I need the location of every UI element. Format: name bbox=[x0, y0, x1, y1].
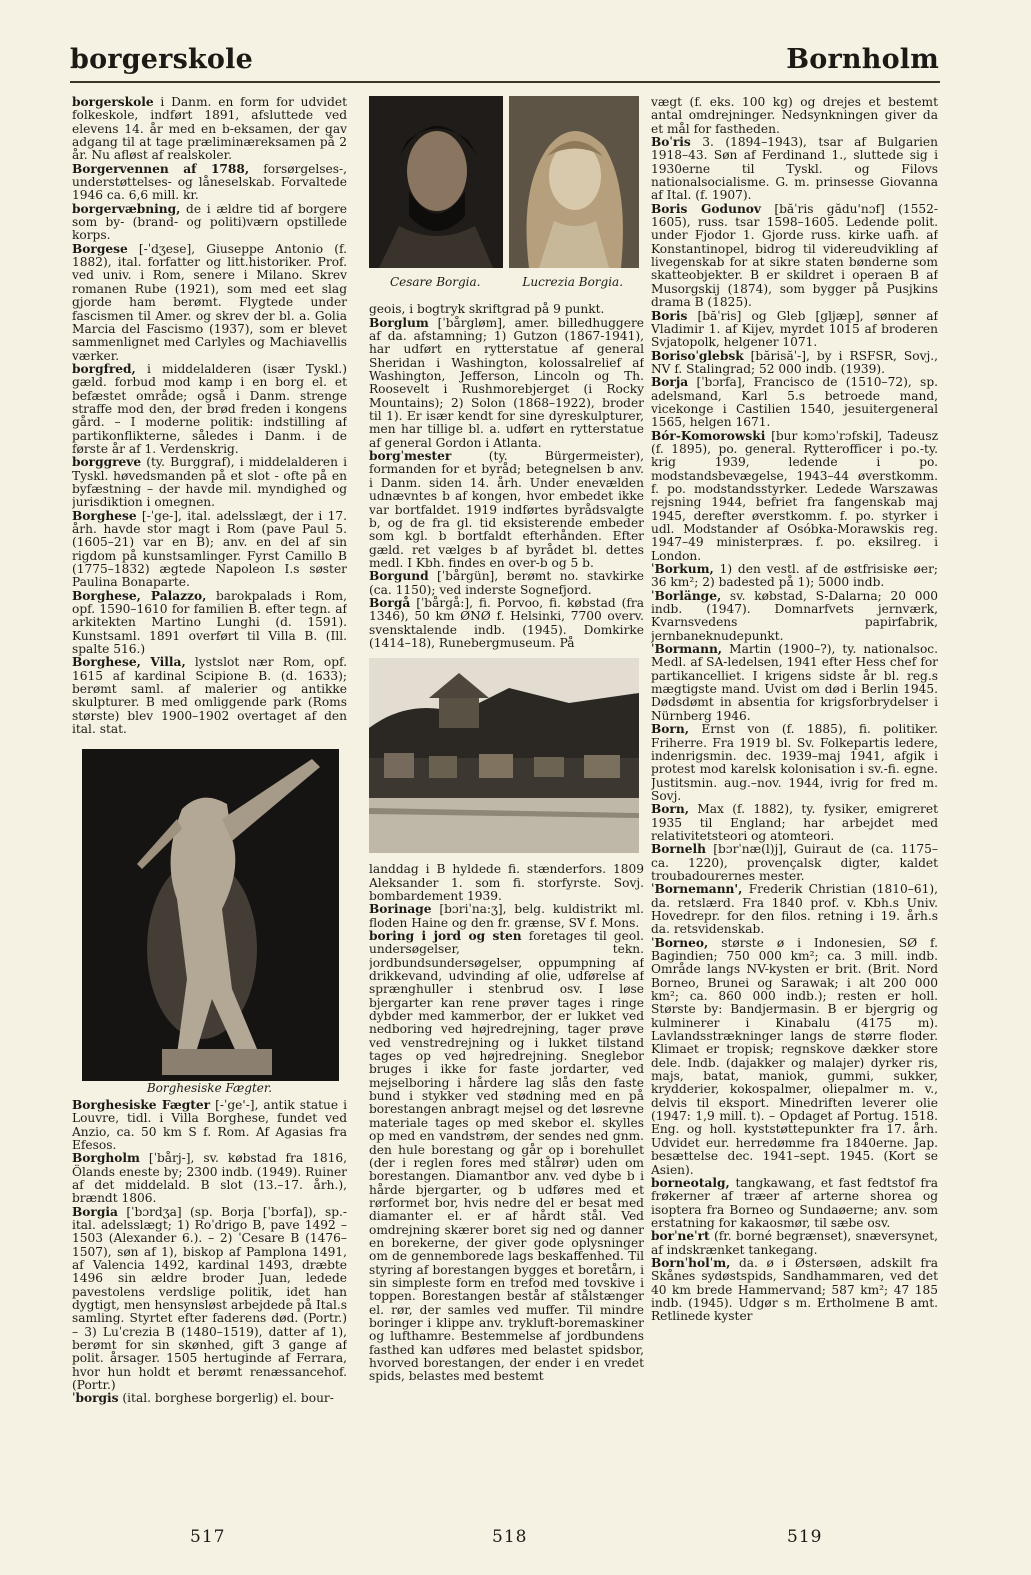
dictionary-entry bbox=[651, 376, 938, 429]
entry-text: (ital. borghese borgerlig) el. bour- bbox=[118, 1391, 334, 1406]
dictionary-entry bbox=[369, 930, 644, 1384]
entry-headword: borgerskole bbox=[72, 96, 154, 109]
entry-headword: Boˈris bbox=[651, 135, 691, 150]
entry-headword: Borgese bbox=[72, 241, 128, 256]
entry-headword: Borinage bbox=[369, 902, 432, 917]
dictionary-entry bbox=[369, 303, 644, 316]
entry-text: [bărisăˈ-], by i RSFSR, Sovj., NV f. Stalingrad; 52 000 indb. (1939). bbox=[651, 348, 938, 376]
entries-col1-bottom bbox=[72, 1099, 347, 1406]
column-517 bbox=[72, 96, 347, 1536]
portrait-captions bbox=[369, 276, 644, 289]
entry-text: lystslot nær Rom, opf. 1615 af kardinal Scipione B. (d. 1633); berømt saml. af malerier og antikke skulpturer. B med omliggende park (Roms største) blev 1900–1902 overtaget af den ital. stat. bbox=[72, 655, 347, 737]
portrait-cesare bbox=[369, 96, 503, 268]
entry-text: [ˈbɔrfa], Francisco de (1510–72), sp. adelsmand, Karl 5.s betroede mand, vicekonge i Castilien 1540, jesuitergeneral 1565, helgen 1671. bbox=[651, 375, 938, 430]
statue-photo bbox=[82, 749, 339, 1081]
dictionary-entry bbox=[651, 563, 938, 590]
entry-text: største ø i Indonesien, SØ f. Bagindien; 750 000 km²; ca. 3 mill. indb. Område langs NV-kysten er brit. (Brit. Nord Borneo, Brunei og Sarawak; i alt 200 000 km²; ca. 860 000 indb.); resten er holl. Største by: Bandjermasin. B er bjergrig og kulminerer i Kinabalu (4175 m). Lavlandsstrækninger langs de større floder. Klimaet er tropisk; regnskove dækker store dele. Indb. (dajakker og malajer) dyrker ris, majs, batat, maniok, gummi, sukker, krydderier, kokospalmer, oliepalmer m. v., delvis til eksport. Minedriften leverer olie (1947: 1,9 mill. t). – Opdaget af Portug. 1518. Eng. og holl. kyststøttepunkter fra 17. årh. Udvidet eur. herredømme fra 1840erne. Jap. besættelse dec. 1941–sept. 1945. (Kort se Asien). bbox=[651, 935, 938, 1177]
entry-text: geois, i bogtryk skriftgrad på 9 punkt. bbox=[369, 302, 605, 317]
entry-headword: boring i jord og sten bbox=[369, 929, 522, 943]
entry-text: (ty. Bürgermeister), formanden for et byråd; betegnelsen b anv. i Danm. siden 14. årh. Under enevælden udnævntes b af kongen, hvor embedet ikke var bortfaldet. 1919 indførtes byrådsvalgte b, og de fra gl. tid eksisterende embeder som kgl. b bortfaldt efterhånden. Efter gæld. ret vælges b af byrådet bl. dettes medl. I Kbh. findes en over-b og 5 b. bbox=[369, 449, 644, 570]
entry-headword: Boris Godunov bbox=[651, 201, 762, 216]
lucrezia-caption: Lucrezia Borgia. bbox=[522, 275, 624, 289]
dictionary-entry bbox=[72, 96, 347, 163]
dictionary-entry bbox=[651, 430, 938, 563]
page-number-517: 517 bbox=[190, 1527, 226, 1547]
entry-headword: borneotalg, bbox=[651, 1175, 730, 1190]
dictionary-entry bbox=[72, 1099, 347, 1152]
dictionary-entry bbox=[369, 903, 644, 930]
entry-text: 1) den vestl. af de østfrisiske øer; 36 km²; 2) badested på 1); 5000 indb. bbox=[651, 562, 938, 590]
entry-text: 3. (1894–1943), tsar af Bulgarien 1918–43. Søn af Ferdinand 1., sluttede sig i 1930erne til Tyskl. og Filovs nationalsocialisme. G. m. prinsesse Giovanna af Ital. (f. 1907). bbox=[651, 135, 938, 203]
entry-headword: Born, bbox=[651, 802, 689, 817]
dictionary-entry bbox=[369, 570, 644, 597]
statue-image bbox=[82, 749, 339, 1081]
dictionary-entry bbox=[72, 590, 347, 657]
entry-text: vægt (f. eks. 100 kg) og drejes et bestemt antal omdrejninger. Nedsynkningen giver da et mål for fastheden. bbox=[651, 96, 938, 136]
dictionary-entry bbox=[72, 1206, 347, 1393]
column-518 bbox=[369, 96, 644, 1536]
entry-text: [ˈbårgløm], amer. billedhuggere af da. afstamning; 1) Gutzon (1867-1941), har udført en rytterstatue af general Sheridan i Washington, kolossalrelief af Washington, Jefferson, Lincoln og Th. Roosevelt i Rushmorebjerget (i Rocky Mountains); 2) Solon (1868–1922), broder til 1). Er især kendt for sine dyreskulpturer, men har tillige bl. a. udført en rytterstatue af general Gordon i Atlanta. bbox=[369, 315, 644, 450]
dictionary-entry bbox=[651, 136, 938, 203]
entry-text: de i ældre tid af borgere som by- (brand- og politi)værn opstillede korps. bbox=[72, 201, 347, 243]
entry-headword: Borghese bbox=[72, 508, 137, 523]
portrait-lucrezia bbox=[509, 96, 639, 268]
entry-headword: Borglum bbox=[369, 315, 429, 330]
entry-headword: Bór-Komorowski bbox=[651, 428, 766, 443]
entry-headword: Born, bbox=[651, 722, 689, 737]
entry-text: Frederik Christian (1810–61), da. retslærd. Fra 1840 prof. v. Kbh.s Univ. Hovedrepr. for den filos. retning i 19. årh.s da. retsvidenskab. bbox=[651, 882, 938, 937]
entries-col3 bbox=[651, 96, 938, 1324]
dictionary-entry bbox=[369, 863, 644, 903]
entry-text: Martin (1900–?), ty. nationalsoc. Medl. af SA-ledelsen, 1941 efter Hess chef for partikancelliet. I krigens sidste år bl. reg.s mægtigste mand. Uvist om død i Berlin 1945. Dødsdømt in absentia for krigsforbrydelser i Nürnberg 1946. bbox=[651, 642, 938, 723]
dictionary-entry bbox=[72, 656, 347, 736]
dictionary-entry bbox=[651, 203, 938, 310]
entry-text: [ˈbårj-], sv. købstad fra 1816, Ölands eneste by; 2300 indb. (1949). Ruiner af det middelald. B slot (13.–17. årh.), brændt 1806. bbox=[72, 1151, 347, 1206]
entry-text: [-ˈge-], ital. adelsslægt, der i 17. årh. havde stor magt i Rom (pave Paul 5. (1605–21) var en B); anv. en del af sin rigdom på kunstsamlinger. Fyrst Camillo B (1775–1832) ægtede Napoleon I.s søster Paulina Bonaparte. bbox=[72, 508, 347, 590]
entry-headword: ˈBorkum, bbox=[651, 562, 714, 577]
entry-text: tangkawang, et fast fedtstof fra frøkerner af træer af arterne shorea og isoptera fra Borneo og Sundaøerne; anv. som erstatning for kakaosmør, til sæbe osv. bbox=[651, 1175, 938, 1230]
running-head-right: Bornholm bbox=[786, 44, 939, 75]
dictionary-entry bbox=[72, 1152, 347, 1205]
entry-text: [băˈris gădu'nɔf] (1552-1605), russ. tsar 1598–1605. Ledende polit. under Fjodor 1. Gjorde russ. kirke uafh. af Konstantinopel, bidrog til videreudvikling af livegenskab for at sikre staten bønderne som skatteobjekter. B er skildret i operaen B af Musorgskij (1874), som bygger på Pusjkins drama B (1825). bbox=[651, 201, 938, 310]
entry-text: [bur kɔmɔˈrɔfski], Tadeusz (f. 1895), po. general. Rytterofficer i po.-ty. krig 1939, ledende i po. modstandsbevægelse, 1943–44 øverstkomm. f. po. modstandsstyrker. Ledede Warszawas rejsning 1944, befriet fra fangenskab maj 1945, derefter øverstkomm. f. po. styrker i udl. Modstander af Osóbka-Morawskis reg. 1947–49 ministerpræs. f. po. eksilreg. i London. bbox=[651, 428, 938, 563]
entry-text: da. ø i Østersøen, adskilt fra Skånes sydøstspids, Sandhammaren, ved det 40 km brede Hammervand; 587 km²; 47 185 indb. (1945). Udgør s m. Ertholmene B amt. Retlinede kyster bbox=[651, 1255, 938, 1324]
entry-text: [-ˈge'-], antik statue i Louvre, tidl. i Villa Borghese, fundet ved Anzio, ca. 50 km S f. Rom. Af Agasias fra Efesos. bbox=[72, 1097, 347, 1152]
dictionary-entry bbox=[72, 510, 347, 590]
entry-headword: borggreve bbox=[72, 455, 142, 470]
running-head-left: borgerskole bbox=[70, 44, 253, 75]
dictionary-entry bbox=[651, 96, 938, 136]
dictionary-entry bbox=[369, 450, 644, 570]
lucrezia-image bbox=[509, 96, 639, 268]
dictionary-entry bbox=[651, 1230, 938, 1257]
entry-headword: Borgia bbox=[72, 1204, 118, 1219]
page-number-518: 518 bbox=[492, 1527, 528, 1547]
entry-headword: Borgervennen af 1788, bbox=[72, 161, 250, 176]
dictionary-entry bbox=[651, 1257, 938, 1324]
entry-headword: ˈborgis bbox=[72, 1391, 119, 1406]
dictionary-entry bbox=[651, 590, 938, 643]
cesare-caption: Cesare Borgia. bbox=[389, 275, 481, 289]
entry-headword: Bornelh bbox=[651, 842, 706, 857]
entry-text: (ty. Burggraf), i middelalderen i Tyskl. høvedsmanden på et slot - ofte på en byfæstning – der havde mil. myndighed og jurisdiktion i omegnen. bbox=[72, 455, 347, 510]
dictionary-entry bbox=[72, 363, 347, 456]
statue-caption: Borghesiske Fægter. bbox=[146, 1080, 273, 1095]
dictionary-entry bbox=[369, 317, 644, 450]
entry-headword: Borghese, Palazzo, bbox=[72, 588, 207, 603]
entry-headword: Borgholm bbox=[72, 1151, 140, 1166]
entry-text: sv. købstad, S-Dalarna; 20 000 indb. (1947). Domnarfvets jernværk, Kvarnsvedens papirfabrik, jernbaneknudepunkt. bbox=[651, 588, 938, 643]
dictionary-entry bbox=[72, 203, 347, 243]
entry-headword: Borgå bbox=[369, 595, 411, 610]
entry-headword: ˈBornemann', bbox=[651, 882, 743, 897]
entry-headword: Borgund bbox=[369, 569, 429, 584]
dictionary-entry bbox=[651, 350, 938, 377]
entry-text: [bɔriˈna:ʒ], belg. kuldistrikt ml. floden Haine og den fr. grænse, SV f. Mons. bbox=[369, 902, 644, 930]
entry-headword: Borghesiske Fægter bbox=[72, 1097, 211, 1112]
entry-text: [ˈbɔrdʒa] (sp. Borja [ˈbɔrfa]), sp.-ital. adelsslægt; 1) Roˈdrigo B, pave 1492 –1503 (Alexander 6.). – 2) ˈCesare B (1476–1507), søn af 1), biskop af Pamplona 1491, af Valencia 1492, kardinal 1493, dræbte 1496 sin ældre broder Juan, ledede pavestolens verdslige politik, idet han dygtigt, men hensynsløst arbejdede på Ital.s samling. Styrtet efter faderens død. (Portr.) – 3) Luˈcrezia B (1480–1519), datter af 1), berømt for sin skønhed, gift 3 gange af polit. årsager. 1505 hertuginde af Ferrara, hvor hun holdt et berømt renæssancehof. (Portr.) bbox=[72, 1204, 347, 1393]
entry-headword: Boris bbox=[651, 308, 688, 323]
entry-headword: Borja bbox=[651, 375, 689, 390]
entry-headword: borgfred, bbox=[72, 361, 136, 376]
entries-col2-bottom bbox=[369, 863, 644, 1383]
entry-headword: ˈBorneo, bbox=[651, 935, 709, 950]
entry-text: i Danm. en form for udvidet folkeskole, indført 1891, afsluttede ved elevens 14. år med en b-eksamen, der gav adgang til at tage præliminæreksamen på 2 år. Nu afløst af realskoler. bbox=[72, 96, 347, 163]
entry-headword: Bornˈholˈm, bbox=[651, 1255, 731, 1270]
entry-text: Ernst von (f. 1885), fi. politiker. Friherre. Fra 1919 bl. Sv. Folkepartis ledere, indenrigsmin. dec. 1939–maj 1941, afgik i protest mod karelsk kolonisation i sv.-fi. egne. Justitsmin. aug.–nov. 1944, ivrig for fred m. Sovj. bbox=[651, 722, 938, 803]
dictionary-entry bbox=[651, 723, 938, 803]
entry-text: barokpalads i Rom, opf. 1590–1610 for familien B. efter tegn. af arkitekten Martino Lunghi (d. 1591). Kunstsaml. 1891 overført til Villa B. (Ill. spalte 516.) bbox=[72, 588, 347, 657]
entry-text: (fr. borné begrænset), snæversynet, af indskrænket tankegang. bbox=[651, 1229, 938, 1257]
entry-text: [bɔrˈnæ(l)j], Guiraut de (ca. 1175–ca. 1220), provençalsk digter, kaldet troubadourernes mester. bbox=[651, 842, 938, 883]
entry-headword: borˈneˈrt bbox=[651, 1229, 710, 1244]
entry-headword: ˈBormann, bbox=[651, 642, 723, 657]
portraits bbox=[369, 96, 644, 268]
page-number-519: 519 bbox=[787, 1527, 823, 1547]
dictionary-entry bbox=[651, 883, 938, 936]
column-519 bbox=[651, 96, 938, 1536]
entry-text: [băˈris] og Gleb [gljæp], sønner af Vladimir 1. af Kijev, myrdet 1015 af broderen Svjatopolk, helgener 1071. bbox=[651, 308, 938, 350]
dictionary-entry bbox=[72, 163, 347, 203]
borga-photo bbox=[369, 658, 639, 853]
dictionary-entry bbox=[369, 597, 644, 650]
dictionary-entry bbox=[72, 1392, 347, 1405]
dictionary-entry bbox=[651, 843, 938, 883]
entry-text: landdag i B hyldede fi. stænderfors. 1809 Aleksander 1. som fi. storfyrste. Sovj. bombardement 1939. bbox=[369, 862, 644, 903]
entry-text: i middelalderen (især Tyskl.) gæld. forbud mod kamp i en borg el. et befæstet område; også i Danm. strenge straffe mod den, der brød freden i kongens gård. – I moderne politik: indstilling af partikonflikterne, således i Danm. i de første år af 1. Verdenskrig. bbox=[72, 361, 347, 456]
entry-headword: borgˈmester bbox=[369, 449, 452, 464]
entries-col1-top bbox=[72, 96, 347, 737]
entry-text: [-ˈdʒese], Giuseppe Antonio (f. 1882), ital. forfatter og litt.historiker. Prof. ved univ. i Rom, senere i Milano. Skrev romanen Rube (1921), som med eet slag gjorde ham berømt. Flygtede under fascismen til Amer. og skrev der bl. a. Golia Marcia del Fascismo (1937), som er blevet sammenlignet med Carlyles og Machiavellis værker. bbox=[72, 241, 347, 363]
header-rule bbox=[70, 81, 940, 83]
entry-headword: borgervæbning, bbox=[72, 201, 181, 216]
dictionary-entry bbox=[651, 310, 938, 350]
entry-headword: Borghese, Villa, bbox=[72, 655, 186, 670]
dictionary-entry bbox=[651, 803, 938, 843]
entry-text: [ˈbårgün], berømt no. stavkirke (ca. 1150); ved inderste Sognefjord. bbox=[369, 569, 644, 597]
borga-image bbox=[369, 658, 639, 853]
entry-text: Max (f. 1882), ty. fysiker, emigreret 1935 til England; har arbejdet med relativitetsteori og atomteori. bbox=[651, 802, 938, 843]
dictionary-entry bbox=[651, 1177, 938, 1230]
entry-text: [ˈbårgå:], fi. Porvoo, fi. købstad (fra 1346), 50 km ØNØ f. Helsinki, 7700 overv. svensktalende indb. (1945). Domkirke (1414–18), Runebergmuseum. På bbox=[369, 595, 644, 650]
entry-text: foretages til geol. undersøgelser, tekn. jordbundsundersøgelser, oppumpning af drikkevand, udvinding af olie, udførelse af sprænghuller i stenbrud osv. I løse bjergarter kan rene prøver tages i ringe dybder med kammerbor, der er lukket ved nedboring ved højredrejning, tager prøve ved venstredrejning og i lukket tilstand tages op ved højredrejning. Sneglebor bruges i ikke for faste jordarter, ved mejselboring i hårdere lag slås den faste bund i stykker ved stødning med en på borestangen anbragt mejsel og det løsrevne materiale tages op med skebor el. skylles op med en vandstrøm, der sendes ned gnm. den hule borestang og går op i borehullet (der i reglen fores med stålrør) uden om borestangen. Diamantbor anv. ved dybe b i hårde bjergarter, og b udføres med et rørformet bor, hvis nedre del er besat med diamanter el. er af hårdt stål. Ved omdrejning skærer boret sig ned og danner en borekerne, der giver gode oplysninger om de gennemborede lags beskaffenhed. Til styring af borestangen bygges et boretårn, i sin simpleste form en trefod med tovskive i toppen. Borestangen består af stålstænger el. rør, der samles ved muffer. Til mindre boringer i klippe anv. trykluft-boremaskiner og lufthamre. Bestemmelse af jordbundens fasthed kan udføres med belastet spidsbor, hvorved borestangen, der ender i en vredet spids, belastes med bestemt bbox=[369, 929, 644, 1384]
entries-col2-top bbox=[369, 303, 644, 650]
cesare-image bbox=[369, 96, 503, 268]
entry-headword: ˈBorlänge, bbox=[651, 588, 722, 603]
entry-text: forsørgelses-, understøttelses- og låneselskab. Forvaltede 1946 ca. 6,6 mill. kr. bbox=[72, 161, 347, 203]
dictionary-entry bbox=[651, 643, 938, 723]
dictionary-entry bbox=[72, 243, 347, 363]
dictionary-entry bbox=[72, 456, 347, 509]
dictionary-entry bbox=[651, 937, 938, 1177]
entry-headword: Borisoˈglebsk bbox=[651, 348, 744, 363]
